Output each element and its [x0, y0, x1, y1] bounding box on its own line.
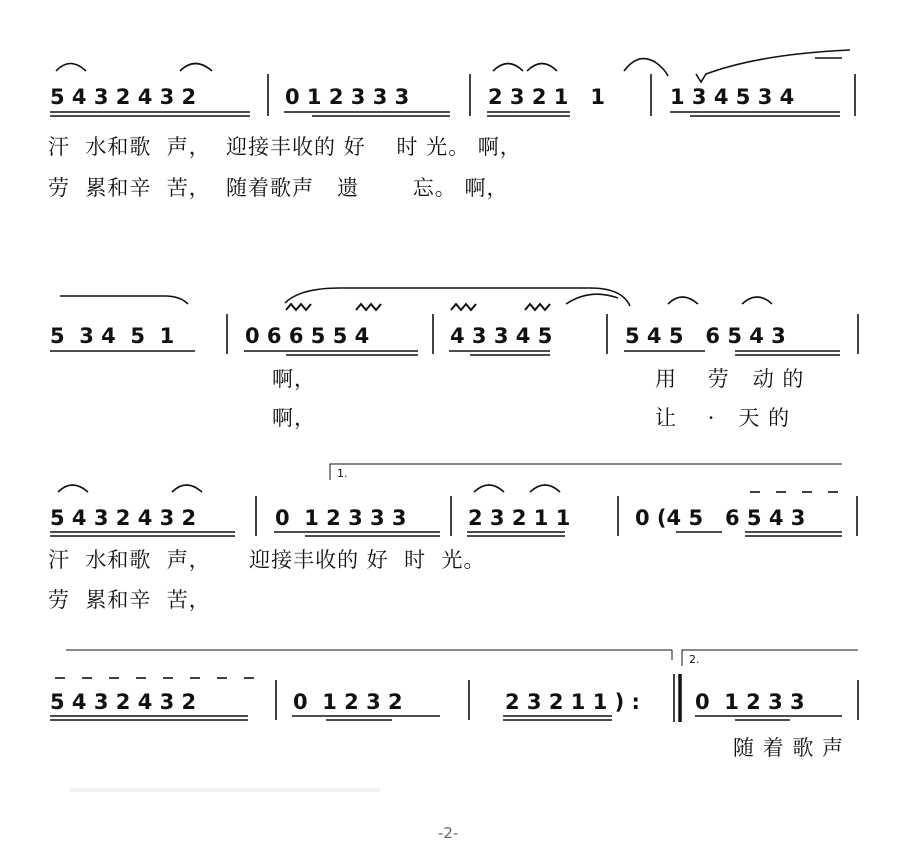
slurs-2: [60, 288, 772, 310]
barlines-4: [276, 674, 858, 722]
underlines-4: [50, 716, 842, 720]
volta-1-label: 1.: [337, 467, 348, 480]
barlines-2: [227, 314, 858, 354]
volta-1-bracket: [330, 464, 842, 480]
volta-2-label: 2.: [689, 653, 700, 666]
lyric-line-1-1: 汗 水和歌 声， 迎接丰收的 好 时 光。 啊，: [48, 135, 522, 159]
lyric-line-3-2: 劳 累和辛 苦，: [48, 588, 211, 612]
lyric-line-3-1: 汗 水和歌 声， 迎接丰收的 好 时 光。: [48, 548, 486, 572]
measure-1-4: 1 3 4 5 3 4: [670, 85, 795, 109]
measure-2-4: 5 4 5 6 5 4 3: [625, 324, 786, 348]
measure-2-1: 5 3 4 5 1: [50, 324, 175, 348]
measure-3-4: 0 (4 5 6 5 4 3: [635, 506, 806, 530]
measure-4-2: 0 1 2 3 2: [293, 690, 403, 714]
underlines-3: [50, 532, 842, 536]
measure-3-2: 0 1 2 3 3 3: [275, 506, 407, 530]
measure-1-2: 0 1 2 3 3 3: [285, 85, 410, 109]
measure-4-1: 5 4 3 2 4 3 2: [50, 690, 197, 714]
lyric-right-2-1: 用 劳 动 的: [655, 367, 805, 391]
page-number: -2-: [438, 824, 459, 842]
underlines-2: [50, 351, 840, 355]
lyric-line-4: 随 着 歌 声: [733, 736, 845, 760]
slurs-3: [58, 485, 560, 492]
lyric-line-1-2: 劳 累和辛 苦， 随着歌声 遗 忘。 啊，: [48, 176, 509, 200]
volta-2-bracket: [66, 650, 858, 666]
measure-4-3: 2 3 2 1 1 ) :: [505, 690, 640, 714]
slurs-1: [56, 50, 850, 82]
measure-1-3: 2 3 2 1 1: [488, 85, 605, 109]
barlines-3: [256, 496, 857, 536]
lyric-right-2-2: 让 · 天 的: [655, 406, 791, 430]
lyric-mid-2-1: 啊，: [272, 367, 316, 391]
lyric-mid-2-2: 啊，: [272, 406, 316, 430]
measure-4-4: 0 1 2 3 3: [695, 690, 805, 714]
underlines-1: [50, 112, 840, 116]
measure-3-1: 5 4 3 2 4 3 2: [50, 506, 197, 530]
barlines-1: [268, 74, 855, 116]
measure-2-2: 0 6 6 5 5 4: [245, 324, 370, 348]
measure-3-3: 2 3 2 1 1: [468, 506, 571, 530]
measure-1-1: 5 4 3 2 4 3 2: [50, 85, 197, 109]
measure-2-3: 4 3 3 4 5: [450, 324, 553, 348]
